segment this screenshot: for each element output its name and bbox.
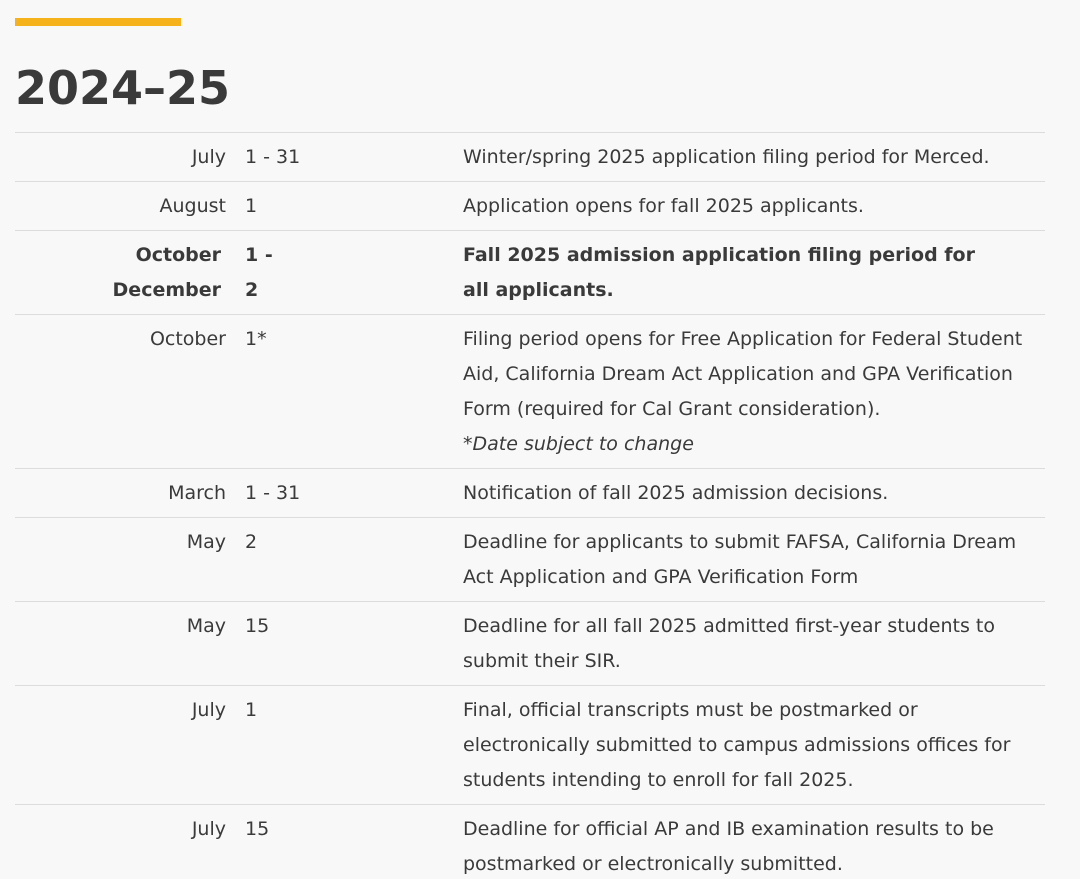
days-cell: 1 bbox=[245, 195, 258, 217]
month-cell: July bbox=[191, 699, 226, 721]
table-row bbox=[15, 231, 1045, 315]
table-row bbox=[15, 518, 1045, 602]
table-row bbox=[15, 315, 1045, 469]
month-cell: August bbox=[159, 195, 226, 217]
month-cell: October bbox=[149, 328, 226, 350]
description-cell: Final, official transcripts must be postmarked or electronically submitted to campus admissions offices for students intending to enroll for fall 2025. bbox=[463, 699, 1011, 791]
table-row bbox=[15, 686, 1045, 805]
month-cell: May bbox=[186, 531, 226, 553]
days-cell: 1 - 31 bbox=[245, 482, 301, 504]
month-cell: July bbox=[191, 818, 226, 840]
month-cell-text: October December bbox=[112, 244, 221, 301]
days-cell bbox=[245, 238, 463, 308]
days-cell: 1 - 31 bbox=[245, 146, 301, 168]
description-cell: Winter/spring 2025 application filing period for Merced. bbox=[463, 146, 990, 168]
description-cell bbox=[463, 322, 1027, 462]
days-cell: 2 bbox=[245, 531, 258, 553]
table-row bbox=[15, 133, 1045, 182]
table-row bbox=[15, 182, 1045, 231]
accent-bar bbox=[15, 18, 181, 26]
days-cell: 1 bbox=[245, 699, 258, 721]
month-cell bbox=[15, 238, 245, 308]
description-cell: Notification of fall 2025 admission decisions. bbox=[463, 482, 889, 504]
note-prefix: * bbox=[463, 433, 473, 455]
date-note bbox=[463, 427, 1023, 462]
table-row bbox=[15, 469, 1045, 518]
schedule-table bbox=[15, 132, 1045, 879]
month-cell: July bbox=[191, 146, 226, 168]
days-cell: 1* bbox=[245, 328, 267, 350]
table-row bbox=[15, 805, 1045, 879]
description-text: Filing period opens for Free Application for Federal Student Aid, California Dream Act Application and GPA Verification Form (required for Cal Grant consideration). bbox=[463, 328, 1023, 420]
description-cell: Deadline for official AP and IB examination results to be postmarked or electronically submitted. bbox=[463, 818, 994, 875]
days-cell: 15 bbox=[245, 818, 270, 840]
description-cell: Deadline for all fall 2025 admitted first-year students to submit their SIR. bbox=[463, 615, 995, 672]
month-cell: May bbox=[186, 615, 226, 637]
table-row bbox=[15, 602, 1045, 686]
description-cell: Fall 2025 admission application filing period for all applicants. bbox=[463, 244, 975, 301]
page-title: 2024–25 bbox=[15, 61, 231, 115]
description-cell: Deadline for applicants to submit FAFSA, California Dream Act Application and GPA Verification Form bbox=[463, 531, 1017, 588]
days-cell: 15 bbox=[245, 615, 270, 637]
description-cell: Application opens for fall 2025 applicants. bbox=[463, 195, 864, 217]
days-cell-text: 1 - 2 bbox=[245, 244, 273, 301]
note-text: Date subject to change bbox=[472, 433, 694, 455]
month-cell: March bbox=[168, 482, 226, 504]
